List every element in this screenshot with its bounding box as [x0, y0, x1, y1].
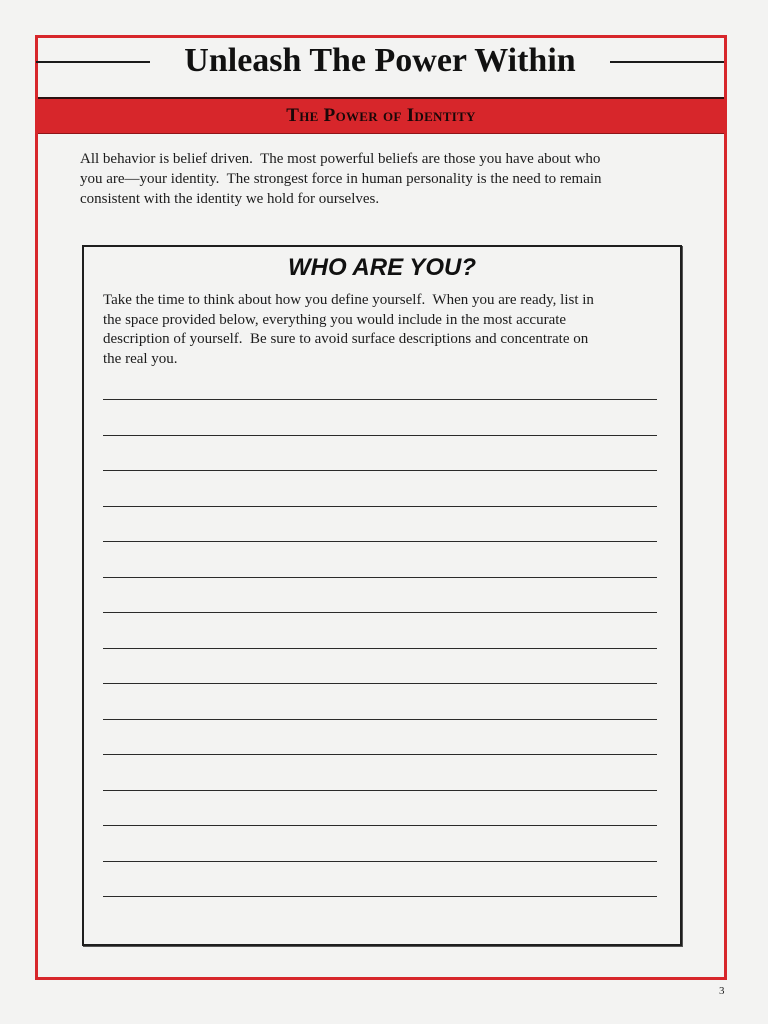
exercise-box — [82, 245, 682, 946]
writing-line — [103, 719, 657, 755]
section-heading: The Power of Identity — [286, 105, 476, 126]
writing-line — [103, 612, 657, 648]
instruction-line: description of yourself. Be sure to avoid surface descriptions and concentrate on — [103, 331, 589, 348]
page-number: 3 — [719, 985, 725, 997]
writing-line — [103, 825, 657, 861]
writing-lines — [103, 399, 657, 932]
writing-line — [103, 435, 657, 471]
instruction-line: Take the time to think about how you define yourself. When you are ready, list in — [103, 292, 594, 308]
writing-line — [103, 754, 657, 790]
writing-line — [103, 790, 657, 826]
writing-line — [103, 470, 657, 506]
writing-line — [103, 577, 657, 613]
intro-line: consistent with the identity we hold for ourselves. — [80, 191, 380, 207]
page-title: Unleash The Power Within — [184, 42, 576, 79]
writing-line — [103, 648, 657, 684]
section-heading-band — [38, 97, 724, 134]
intro-line: All behavior is belief driven. The most powerful beliefs are those you have about who — [80, 151, 601, 167]
title-rule-right — [610, 61, 724, 63]
exercise-heading: WHO ARE YOU? — [287, 254, 476, 281]
writing-line — [103, 399, 657, 435]
writing-line — [103, 541, 657, 577]
instruction-line: the real you. — [103, 351, 178, 368]
writing-line — [103, 896, 657, 932]
title-rule-left — [36, 61, 150, 63]
writing-line — [103, 683, 657, 719]
writing-line — [103, 506, 657, 542]
intro-paragraph — [80, 149, 602, 209]
intro-line: you are—your identity. The strongest force in human personality is the need to remain — [80, 171, 602, 187]
instruction-line: the space provided below, everything you would include in the most accurate — [103, 311, 567, 328]
writing-line — [103, 861, 657, 897]
exercise-instructions — [103, 291, 594, 370]
